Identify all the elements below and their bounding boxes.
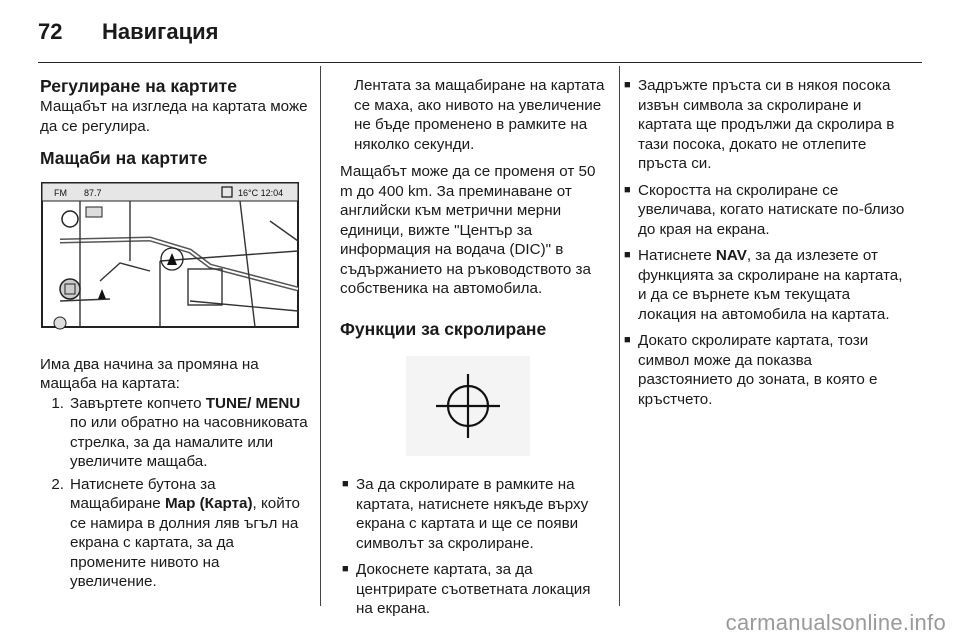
bullet-mark: ■ xyxy=(342,563,349,575)
page-header xyxy=(38,14,218,50)
bullet-mark: ■ xyxy=(624,334,631,346)
column-divider-1 xyxy=(320,66,321,606)
heading-adjust-maps: Регулиране на картите xyxy=(40,76,237,96)
bullet-bold: NAV xyxy=(715,247,747,264)
heading-scroll-functions: Функции за скролиране xyxy=(340,318,547,339)
step-1-bold: TUNE/ MENU xyxy=(205,394,301,412)
paragraph-adjust: Мащабът на изгледа на картата може да се регулира. xyxy=(40,98,308,135)
screen-freq-label: FM xyxy=(54,188,67,198)
step-2-number: 2. xyxy=(51,475,64,493)
paragraph-two-ways: Има два начина за промяна на мащаба на картата: xyxy=(40,355,259,392)
bullet-text xyxy=(638,246,906,324)
screen-temp-time: 16°C 12:04 xyxy=(238,188,284,198)
paragraph-units: Мащабът може да се променя от 50 m до 400 km. За преминаване от английски към метрични мерни единици, вижте "Център за информация на водача (DIC)" в съдържанието на ръководството за собственика на автомобила. xyxy=(340,163,596,297)
bullet-mark: ■ xyxy=(342,478,349,490)
step-1-number: 1. xyxy=(51,394,64,412)
bullet-text: Докато скролирате картата, този символ може да показва разстоянието до зоната, в която е кръстчето. xyxy=(638,332,878,408)
crosshair-icon xyxy=(406,356,530,456)
bullet-mark: ■ xyxy=(624,183,631,196)
bullet-item xyxy=(622,181,906,240)
map-screen-illustration xyxy=(40,181,302,331)
bullet-text: Докоснете картата, за да центрирате съответната локация на екрана. xyxy=(356,561,591,617)
step-1-post: по или обратно на часовниковата стрелка, за да намалите или увеличите мащаба. xyxy=(70,414,308,470)
bullet-mark: ■ xyxy=(624,249,631,261)
bullet-item xyxy=(622,246,906,324)
scroll-symbol-figure xyxy=(406,356,606,462)
step-2 xyxy=(40,475,308,592)
step-2-pre: Натиснете бутона за мащабиране xyxy=(70,475,216,512)
map-screen-figure xyxy=(40,181,308,337)
bullet-text: Скоростта на скролиране се увеличава, когато натискате по-близо до края на екрана. xyxy=(638,181,905,238)
column-2 xyxy=(340,76,606,626)
page-number: 72 xyxy=(38,19,63,44)
bullet-item xyxy=(622,331,906,409)
poi-fuel-icon xyxy=(60,279,80,299)
bullet-item xyxy=(340,475,606,553)
column-divider-2 xyxy=(619,66,620,606)
bullet-text: За да скролирате в рамките на картата, натиснете някъде върху екрана с картата и ще се появи символът за скролиране. xyxy=(356,476,589,552)
bullet-item xyxy=(622,76,906,174)
map-zoom-icon[interactable] xyxy=(54,317,66,329)
bullet-pre: Натиснете xyxy=(638,247,716,264)
step-1-text xyxy=(70,394,308,472)
bullet-item xyxy=(340,560,606,619)
poi-icon xyxy=(62,211,78,227)
heading-map-scales: Мащаби на картите xyxy=(40,148,208,168)
poi-label-icon xyxy=(86,207,102,217)
step-2-text xyxy=(70,475,308,592)
column-3 xyxy=(622,76,906,416)
bullet-text: Задръжте пръста си в някоя посока извън символа за скролиране и картата ще продължи да скролира в тази посока, докато не отлепите пръста си. xyxy=(638,77,895,172)
screen-freq-value: 87.7 xyxy=(84,188,102,198)
step-2-bold: Map (Карта) xyxy=(164,495,253,512)
bullet-mark: ■ xyxy=(624,79,631,91)
paragraph-zoom-bar: Лентата за мащабиране на картата се маха, ако нивото на увеличение не бъде променено в рамките на няколко секунди. xyxy=(354,77,605,153)
footer-watermark: carmanualsonline.info xyxy=(725,610,946,635)
page-title: Навигация xyxy=(102,19,219,44)
step-1 xyxy=(40,394,308,472)
step-2-post: , който се намира в долния ляв ъгъл на екрана с картата, за да промените нивото на увеличение. xyxy=(70,495,300,590)
step-1-pre: Завъртете копчето xyxy=(70,394,206,412)
column-1 xyxy=(40,76,308,595)
header-rule xyxy=(38,62,922,63)
bullet-post: , за да излезете от функцията за скролиране на картата, и да се върнете към текущата локация на автомобила на картата. xyxy=(638,247,903,323)
